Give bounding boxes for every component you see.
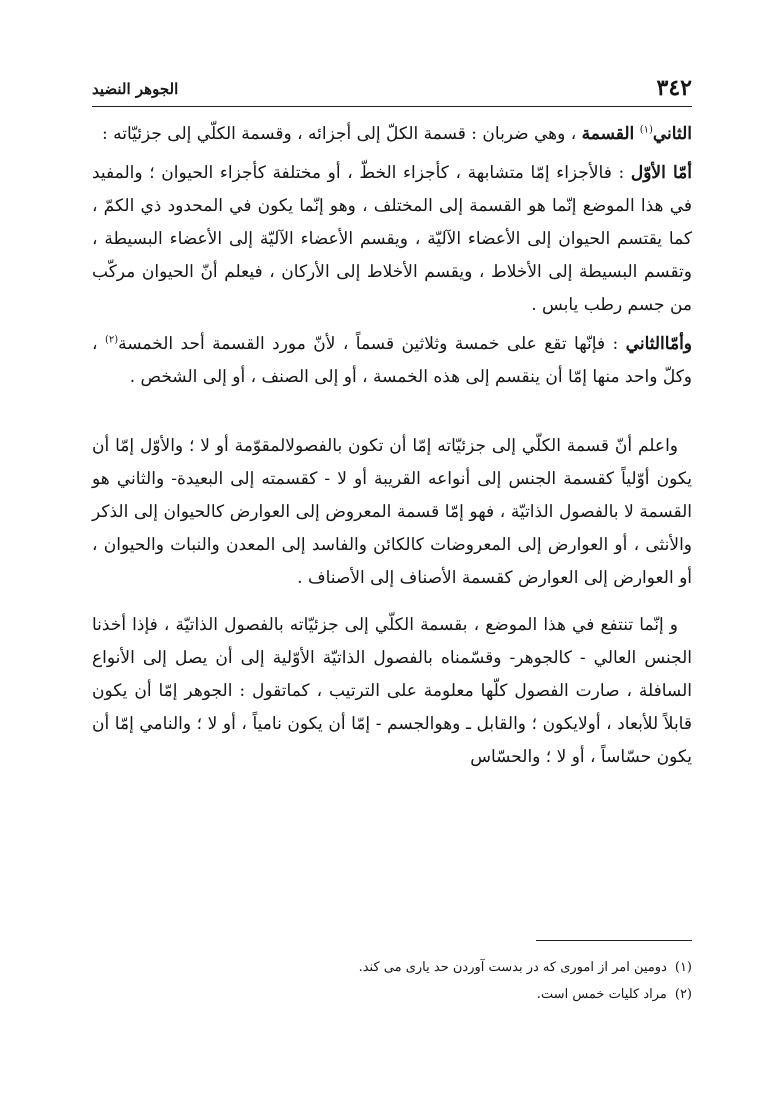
footnote-marker: (١) xyxy=(674,960,692,975)
paragraph-lead: الثاني xyxy=(652,124,692,144)
footnote-marker: (٢) xyxy=(674,987,692,1002)
paragraph-second-kind xyxy=(92,328,692,394)
paragraph-text: : فالأجزاء إمّا متشابهة ، كأجزاء الخطّ ، أو مختلفة كأجزاء الحيوان ؛ والمفيد في هذا الموضع إنّما هو القسمة إلى المختلف ، وهو إنّما يكون في المحدود ذي الكمّ ، كما يقتسم الحيوان إلى الأعضاء الآليّة ، ويقسم الأعضاء الآليّة إلى الأعضاء البسيطة ، وتقسم البسيطة إلى الأخلاط ، ويقسم الأخلاط إلى الأركان ، فيعلم أنّ الحيوان مركّب من جسم رطب يابس . xyxy=(92,163,692,315)
running-title: الجوهر النضيد xyxy=(92,80,179,98)
footnote-divider xyxy=(536,940,692,941)
paragraph-know-that: واعلم أنّ قسمة الكلّي إلى جزئيّاته إمّا أن تكون بالفصولالمقوّمة أو لا ؛ والأوّل إمّا أن يكون أوّلياً كقسمة الجنس إلى أنواعه القريبة أو لا - كقسمته إلى البعيدة- والثاني هو القسمة لا بالفصول الذاتيّة ، فهو إمّا قسمة المعروض إلى العوارض كالحيوان إلى الذكر والأنثى ، أو العوارض إلى المعروضات كالكائن والفاسد إلى المعدن والنبات والحيوان ، أو العوارض إلى العوارض كقسمة الأصناف إلى الأصناف . xyxy=(92,436,692,588)
paragraph-benefit: و إنّما تنتفع في هذا الموضع ، بقسمة الكلّي إلى جزئيّاته بالفصول الذاتيّة ، فإذا أخذنا الجنس العالي - كالجوهر- وقسّمناه بالفصول الذاتيّة الأوّلية إلى أن يصل إلى الأنواع السافلة ، صارت الفصول كلّها معلومة على الترتيب ، كماتقول : الجوهر إمّا أن يكون قابلاً للأبعاد ، أولايكون ؛ والقابل ـ وهوالجسم - إمّا أن يكون نامياً ، أو لا ؛ والنامي إمّا أن يكون حسّاساً ، أو لا ؛ والحسّاس xyxy=(92,615,692,767)
footnote-text: دومين امر از اموری كه در بدست آوردن حد ياری می كند. xyxy=(358,960,667,975)
paragraph-text-continued: ، وكلّ واحد منها إمّا أن ينقسم إلى هذه الخمسة ، أو إلى الصنف ، أو إلى الشخص . xyxy=(92,334,692,387)
paragraph-text: ، وهي ضربان : قسمة الكلّ إلى أجزائه ، وقسمة الكلّي إلى جزئيّاته : xyxy=(101,124,577,144)
footnote-2 xyxy=(92,981,692,1008)
paragraph-first-kind xyxy=(92,157,692,322)
footnote-reference: (١) xyxy=(639,124,653,136)
footnotes xyxy=(92,954,692,1008)
page-number: ٣٤٢ xyxy=(656,75,692,101)
paragraph-lead: وأمّاالثاني xyxy=(625,334,693,354)
paragraph-lead: أمّا الأوّل xyxy=(630,163,693,183)
page-header xyxy=(92,74,692,106)
paragraph-division xyxy=(92,118,692,151)
footnote-text: مراد كليات خمس است. xyxy=(536,987,667,1002)
footnote-reference: (٢) xyxy=(104,334,119,346)
paragraph-term: القسمة xyxy=(581,124,635,144)
header-divider xyxy=(92,106,692,107)
footnote-1 xyxy=(92,954,692,981)
paragraph-text: : فإنّها تقع على خمسة وثلاثين قسماً ، لأنّ مورد القسمة أحد الخمسة xyxy=(118,334,619,354)
main-text xyxy=(92,118,692,774)
